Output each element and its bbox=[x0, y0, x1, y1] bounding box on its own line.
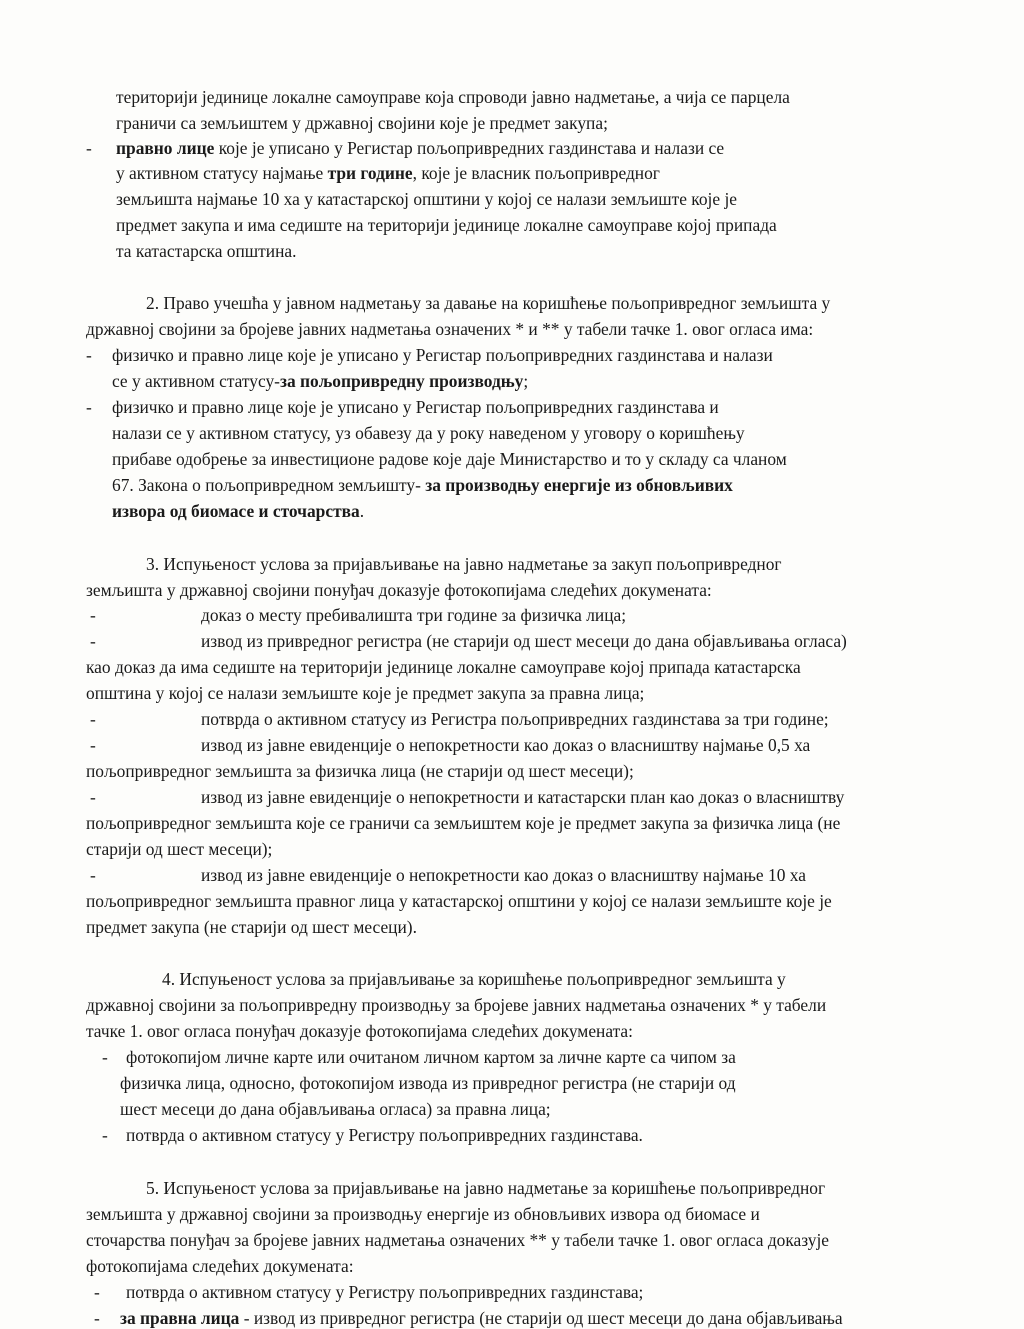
section-3-heading-line: 3. Испуњеност услова за пријављивање на јавно надметање за закуп пољопривредног bbox=[146, 554, 782, 574]
bullet-dash: - bbox=[90, 631, 96, 651]
text-line: земљишта у државној својини понуђач доказује фотокопијама следећих докумената: bbox=[86, 580, 712, 600]
text-line: тачке 1. овог огласа понуђач доказује фотокопијама следећих докумената: bbox=[86, 1021, 633, 1041]
bullet-dash: - bbox=[94, 1308, 100, 1328]
text-line: фотокопијама следећих докумената: bbox=[86, 1256, 354, 1276]
text-line: сточарства понуђач за бројеве јавних надметања означених ** у табели тачке 1. овог огласа доказује bbox=[86, 1230, 830, 1250]
bullet-dash: - bbox=[102, 1047, 108, 1067]
text-line: државној својини за пољопривредну производњу за бројеве јавних надметања означених * у табели bbox=[86, 995, 827, 1015]
bullet-dash: - bbox=[102, 1125, 108, 1145]
text-line: 67. Закона о пољопривредном земљишту- за производњу енергије из обновљивих bbox=[112, 475, 733, 495]
bullet-dash: - bbox=[90, 735, 96, 755]
bullet-dash: - bbox=[86, 345, 92, 365]
section-4-heading-line: 4. Испуњеност услова за пријављивање за коришћење пољопривредног земљишта у bbox=[162, 969, 786, 989]
text-line: општина у којој се налази земљиште које је предмет закупа за правна лица; bbox=[86, 683, 645, 703]
text-line: земљишта најмање 10 ха у катастарској општини у којој се налази земљиште које је bbox=[116, 189, 738, 209]
text-line: као доказ да има седиште на територији јединице локалне самоуправе којој припада катастарска bbox=[86, 657, 801, 677]
bullet-dash: - bbox=[90, 605, 96, 625]
text-line: земљишта у државној својини за производњу енергије из обновљивих извора од биомасе и bbox=[86, 1204, 760, 1224]
text-line-cut-off: за правна лица - извод из привредног регистра (не старији од шест месеци до дана објављивања bbox=[120, 1308, 843, 1328]
text-line: граничи са земљиштем у државној својини које је предмет закупа; bbox=[116, 113, 608, 133]
text-line: старији од шест месеци); bbox=[86, 839, 273, 859]
text-line: прибаве одобрење за инвестиционе радове које даје Министарство и то у складу са чланом bbox=[112, 449, 787, 469]
section-5-heading-line: 5. Испуњеност услова за пријављивање на јавно надметање за коришћење пољопривредног bbox=[146, 1178, 826, 1198]
text-line: државној својини за бројеве јавних надметања означених * и ** у табели тачке 1. овог огласа има: bbox=[86, 319, 814, 339]
text-line: извод из привредног регистра (не старији од шест месеци до дана објављивања огласа) bbox=[201, 631, 847, 651]
text-line: налази се у активном статусу, уз обавезу да у року наведеном у уговору о коришћењу bbox=[112, 423, 745, 443]
text-line: физичка лица, односно, фотокопијом извода из привредног регистра (не старији од bbox=[120, 1073, 736, 1093]
text-line: извод из јавне евиденције о непокретности као доказ о власништву најмање 0,5 ха bbox=[201, 735, 811, 755]
text-line: физичко и правно лице које је уписано у Регистар пољопривредних газдинстава и bbox=[112, 397, 719, 417]
text-line: предмет закупа (не старији од шест месеци). bbox=[86, 917, 417, 937]
bullet-dash: - bbox=[94, 1282, 100, 1302]
bullet-dash: - bbox=[90, 865, 96, 885]
text-line: шест месеци до дана објављивања огласа) за правна лица; bbox=[120, 1099, 551, 1119]
text-line: потврда о активном статусу у Регистру пољопривредних газдинстава. bbox=[126, 1125, 643, 1145]
text-line: пољопривредног земљишта правног лица у катастарској општини у којој се налази земљиште које је bbox=[86, 891, 832, 911]
text-line: пољопривредног земљишта за физичка лица (не старији од шест месеци); bbox=[86, 761, 634, 781]
text-line: у активном статусу најмање три године, које је власник пољопривредног bbox=[116, 163, 660, 183]
text-line: извод из јавне евиденције о непокретности и катастарски план као доказ о власништву bbox=[201, 787, 845, 807]
text-line: та катастарска општина. bbox=[116, 241, 297, 261]
bullet-dash: - bbox=[90, 787, 96, 807]
text-line: пољопривредног земљишта које се граничи са земљиштем које је предмет закупа за физичка лица (не bbox=[86, 813, 841, 833]
text-line: доказ о месту пребивалишта три године за физичка лица; bbox=[201, 605, 627, 625]
text-line: се у активном статусу-за пољопривредну производњу; bbox=[112, 371, 529, 391]
text-line: предмет закупа и има седиште на територији јединице локалне самоуправе којој припада bbox=[116, 215, 777, 235]
section-2-heading-line: 2. Право учешћа у јавном надметању за давање на коришћење пољопривредног земљишта у bbox=[146, 293, 831, 313]
text-line: потврда о активном статусу из Регистра пољопривредних газдинстава за три године; bbox=[201, 709, 829, 729]
text-line: фотокопијом личне карте или очитаном личном картом за личне карте са чипом за bbox=[126, 1047, 736, 1067]
bullet-dash: - bbox=[86, 138, 92, 158]
text-line: извора од биомасе и сточарства. bbox=[112, 501, 365, 521]
bullet-dash: - bbox=[86, 397, 92, 417]
text-line: правно лице које је уписано у Регистар пољопривредних газдинстава и налази се bbox=[116, 138, 725, 158]
bullet-dash: - bbox=[90, 709, 96, 729]
text-line: извод из јавне евиденције о непокретности као доказ о власништву најмање 10 ха bbox=[201, 865, 806, 885]
text-line: територији јединице локалне самоуправе која спроводи јавно надметање, а чија се парцела bbox=[116, 87, 790, 107]
text-line: потврда о активном статусу у Регистру пољопривредних газдинстава; bbox=[126, 1282, 644, 1302]
text-line: физичко и правно лице које је уписано у Регистар пољопривредних газдинстава и налази bbox=[112, 345, 773, 365]
